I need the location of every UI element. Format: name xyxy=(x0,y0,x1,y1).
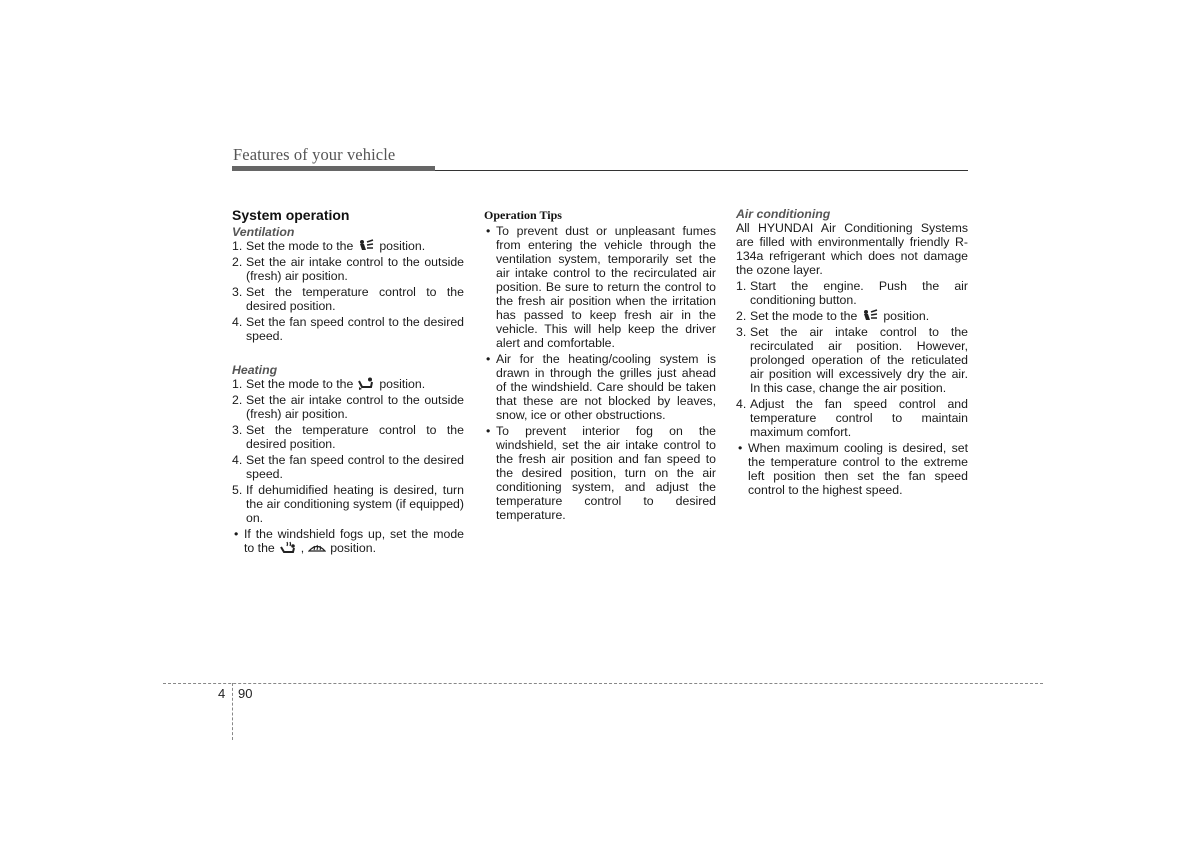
ac-max-cooling-bullet: • When maximum cooling is desired, set the temperature control to the extreme left position then set the fan speed control to the highest speed. xyxy=(738,441,968,497)
footer-divider xyxy=(232,683,233,740)
footer-rule xyxy=(163,683,1043,684)
tip-bullet: • To prevent interior fog on the windshield, set the air intake control to the fresh air position and fan speed to the desired position, turn on the air conditioning system, and adjust the temperature control to desired temperature. xyxy=(486,424,716,522)
header-rule xyxy=(435,170,968,171)
heating-step-1: 1. Set the mode to the position. xyxy=(232,377,426,391)
face-vent-mode-icon xyxy=(861,309,879,322)
ac-step-1: 1. Start the engine. Push the air conditioning button. xyxy=(736,279,968,307)
ventilation-step-3: 3. Set the temperature control to the desired position. xyxy=(232,285,464,313)
air-conditioning-title: Air conditioning xyxy=(736,207,831,221)
heating-step-5: 5. If dehumidified heating is desired, turn the air conditioning system (if equipped) on. xyxy=(232,483,464,525)
floor-defrost-mode-icon xyxy=(279,541,297,554)
air-conditioning-intro: All HYUNDAI Air Conditioning Systems are filled with environmentally friendly R-134a refrigerant which does not damage the ozone layer. xyxy=(736,221,968,277)
floor-mode-icon xyxy=(357,377,375,390)
header-accent-bar xyxy=(232,166,435,171)
heating-step-4: 4. Set the fan speed control to the desired speed. xyxy=(232,453,464,481)
ventilation-step-1: 1. Set the mode to the position. xyxy=(232,239,426,253)
column-air-conditioning xyxy=(736,205,968,499)
tip-bullet: • To prevent dust or unpleasant fumes from entering the vehicle through the ventilation system, temporarily set the air intake control to the recirculated air position. Be sure to return the control to the fresh air position when the irritation has passed to keep fresh air in the vehicle. This will help keep the driver alert and comfortable. xyxy=(486,224,716,350)
heating-step-2: 2. Set the air intake control to the outside (fresh) air position. xyxy=(232,393,464,421)
section-title: System operation xyxy=(232,207,350,223)
column-operation-tips xyxy=(484,205,716,524)
tip-bullet: • Air for the heating/cooling system is drawn in through the grilles just ahead of the windshield. Care should be taken that these are not blocked by leaves, snow, ice or other obstructions. xyxy=(486,352,716,422)
operation-tips-title: Operation Tips xyxy=(484,208,562,222)
heating-title: Heating xyxy=(232,363,278,377)
heating-step-3: 3. Set the temperature control to the desired position. xyxy=(232,423,464,451)
column-system-operation xyxy=(232,205,464,557)
heating-fog-bullet: • If the windshield fogs up, set the mode to the , position. xyxy=(234,527,464,555)
ventilation-step-2: 2. Set the air intake control to the outside (fresh) air position. xyxy=(232,255,464,283)
ac-step-2: 2. Set the mode to the position. xyxy=(736,309,930,323)
face-vent-mode-icon xyxy=(357,239,375,252)
page-header-title: Features of your vehicle xyxy=(233,145,396,164)
ventilation-step-4: 4. Set the fan speed control to the desired speed. xyxy=(232,315,464,343)
ac-step-4: 4. Adjust the fan speed control and temperature control to maintain maximum comfort. xyxy=(736,397,968,439)
ac-step-3: 3. Set the air intake control to the recirculated air position. However, prolonged operation of the reticulated air position will excessively dry the air. In this case, change the air position. xyxy=(736,325,968,395)
ventilation-title: Ventilation xyxy=(232,225,295,239)
page-number: 90 xyxy=(238,686,253,701)
chapter-number: 4 xyxy=(218,686,226,701)
defrost-mode-icon xyxy=(308,541,326,554)
